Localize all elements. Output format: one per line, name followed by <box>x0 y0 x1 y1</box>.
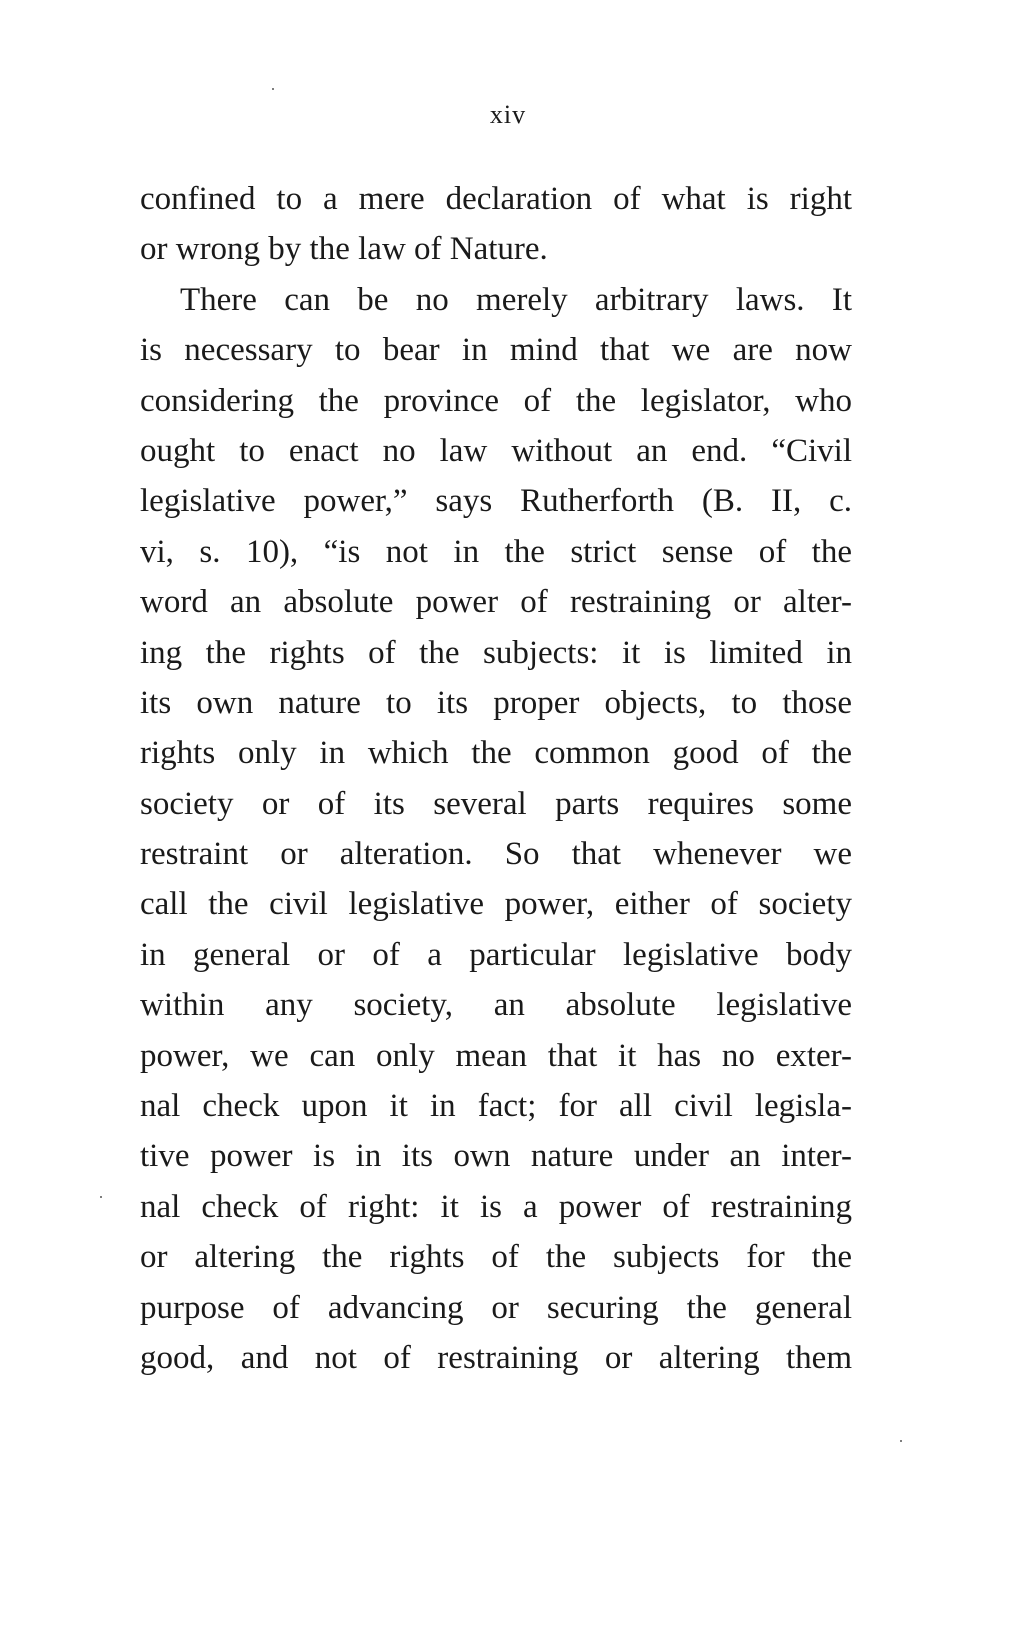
page-number: xiv <box>489 100 527 129</box>
text-line: nal check upon it in fact; for all civil legisla- <box>140 1088 852 1125</box>
text-line: society or of its several parts requires some <box>140 785 852 822</box>
text-line: tive power is in its own nature under an inter- <box>140 1138 852 1175</box>
text-line: word an absolute power of restraining or alter- <box>140 584 852 621</box>
text-line: legislative power,” says Rutherforth (B. II, c. <box>140 483 852 520</box>
text-line: restraint or alteration. So that whenever we <box>140 836 852 873</box>
text-line: within any society, an absolute legislative <box>140 987 852 1024</box>
text-line: or altering the rights of the subjects for the <box>140 1239 852 1276</box>
print-speck <box>900 1440 902 1442</box>
text-line: in general or of a particular legislative body <box>140 936 852 973</box>
body-text <box>140 174 852 1383</box>
print-speck <box>272 88 274 90</box>
text-line: ought to enact no law without an end. “Civil <box>140 432 852 469</box>
text-line: good, and not of restraining or altering them <box>140 1339 852 1376</box>
text-line: power, we can only mean that it has no exter- <box>140 1037 852 1074</box>
text-line: considering the province of the legislator, who <box>140 382 852 419</box>
text-line: or wrong by the law of Nature. <box>140 231 548 268</box>
text-line: confined to a mere declaration of what is right <box>140 181 852 217</box>
text-line: its own nature to its proper objects, to those <box>140 684 852 721</box>
text-line: There can be no merely arbitrary laws. It <box>180 281 852 318</box>
text-line: purpose of advancing or securing the general <box>140 1289 852 1326</box>
text-line: is necessary to bear in mind that we are now <box>140 332 852 369</box>
text-line: rights only in which the common good of the <box>140 735 852 772</box>
text-line: call the civil legislative power, either of society <box>140 886 852 923</box>
text-line: ing the rights of the subjects: it is limited in <box>140 634 852 671</box>
text-line: vi, s. 10), “is not in the strict sense of the <box>140 533 852 570</box>
print-speck <box>100 1196 102 1198</box>
text-line: nal check of right: it is a power of restraining <box>140 1188 852 1225</box>
